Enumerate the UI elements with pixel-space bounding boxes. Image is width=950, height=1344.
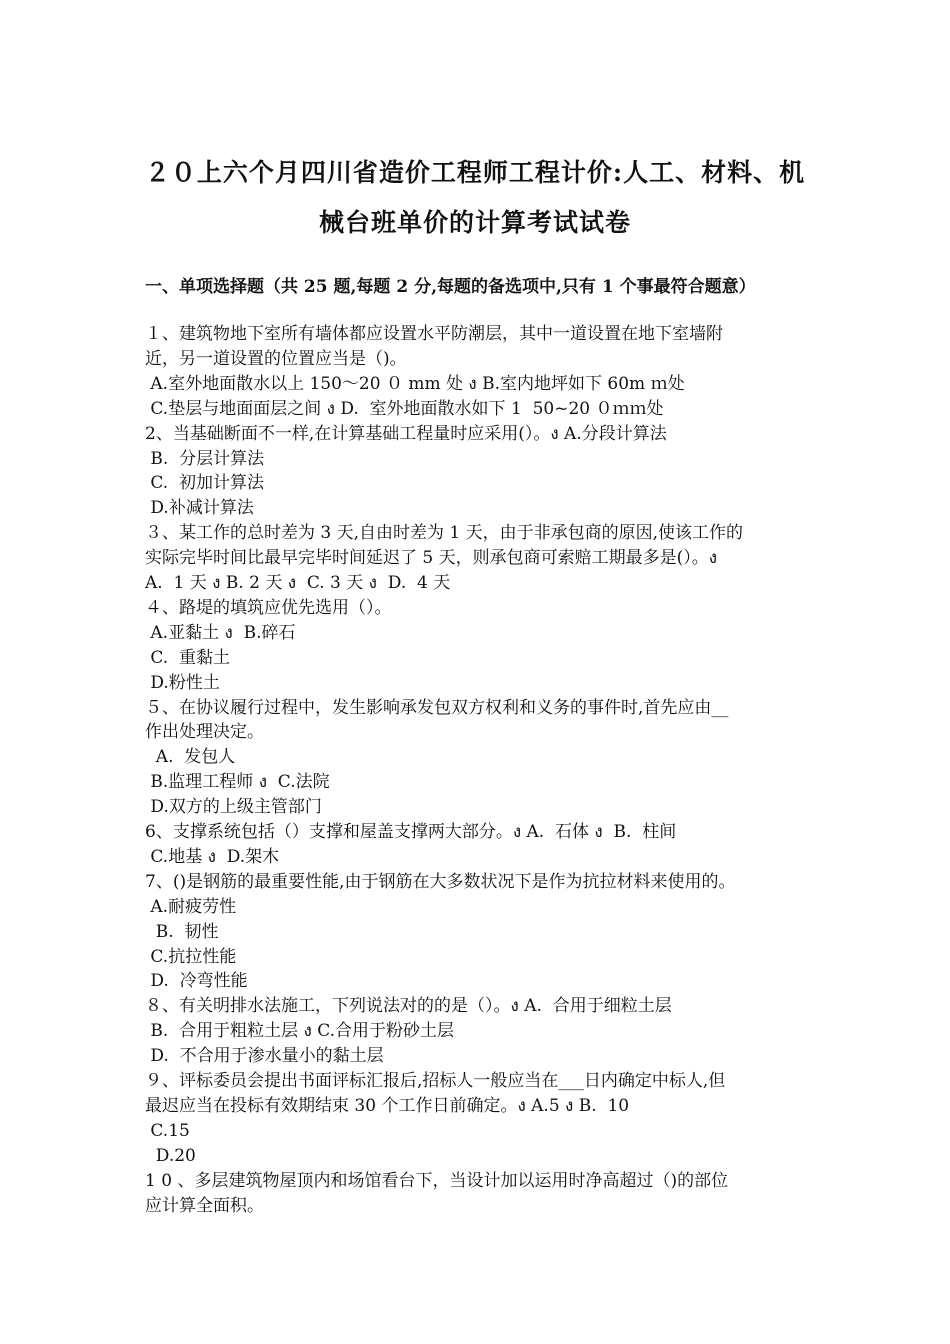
text-line: D.20 (145, 1145, 196, 1166)
text-line: A.亚黏土 ง B.碎石 (145, 622, 296, 643)
text-line: ９、评标委员会提出书面评标汇报后,招标人一般应当在___日内确定中标人,但 (145, 1071, 726, 1091)
document-title-line-2: 械台班单价的计算考试试卷 (318, 208, 631, 237)
text-line: ８、有关明排水法施工，下列说法对的的是（）。ง A. 合用于细粒土层 (145, 996, 672, 1017)
text-line: B. 分层计算法 (145, 448, 265, 469)
text-line: C.垫层与地面面层之间 ง D. 室外地面散水如下 1 50~20 ０ｍｍ处 (145, 398, 664, 419)
text-line: B. 韧性 (145, 921, 219, 942)
text-line: D.补减计算法 (145, 498, 254, 519)
text-line: １、建筑物地下室所有墙体都应设置水平防潮层，其中一道设置在地下室墙附 (145, 324, 723, 344)
text-line: 6、支撑系统包括（）支撑和屋盖支撑两大部分。ง A. 石体 ง B. 柱间 (145, 822, 677, 842)
text-line: A. 发包人 (145, 747, 236, 768)
text-line: D.双方的上级主管部门 (145, 797, 322, 818)
text-line: A.室外地面散水以上 150～20 ０ mm 处 ง B.室内地坪如下 60m ｍ处 (145, 373, 685, 394)
text-line: 2、当基础断面不一样,在计算基础工程量时应采用(）。ง A.分段计算法 (145, 423, 667, 444)
text-line: 应计算全面积。 (145, 1195, 264, 1216)
text-line: C.地基 ง D.架木 (145, 846, 280, 867)
text-line: D. 冷弯性能 (145, 971, 248, 992)
document-title-line-1: ２０上六个月四川省造价工程师工程计价:人工、材料、机 (144, 158, 806, 187)
text-line: 1 0 、多层建筑物屋顶内和场馆看台下，当设计加以运用时净高超过（)的部位 (145, 1170, 729, 1191)
text-line: 最迟应当在投标有效期结束 30 个工作日前确定。ง A.5 ง B. 10 (145, 1095, 630, 1116)
text-line: 7、()是钢筋的最重要性能,由于钢筋在大多数状况下是作为抗拉材料来使用的。 (145, 871, 736, 892)
text-line: A. 1 天 ง B. 2 天 ง C. 3 天 ง D. 4 天 (145, 573, 451, 593)
text-line: C.15 (145, 1120, 190, 1141)
text-line: 作出处理决定。 (145, 722, 264, 743)
text-line: D. 不合用于渗水量小的黏土层 (145, 1046, 384, 1067)
text-line: 实际完毕时间比最早完毕时间延迟了 5 天，则承包商可索赔工期最多是(）。ง (145, 548, 718, 569)
text-line: B.监理工程师 ง C.法院 (145, 772, 330, 793)
text-line: ５、在协议履行过程中，发生影响承发包双方权利和义务的事件时,首先应由__ (145, 697, 729, 718)
text-line: C. 初加计算法 (145, 473, 265, 494)
text-line: D.粉性土 (145, 672, 220, 693)
text-line: 近，另一道设置的位置应当是（)。 (145, 348, 407, 369)
text-line: C.抗拉性能 (145, 946, 237, 967)
text-line: A.耐疲劳性 (145, 896, 237, 917)
section-heading: 一、单项选择题（共 25 题,每题 2 分,每题的备选项中,只有 1 个事最符合题意） (145, 277, 756, 297)
text-line: ３、某工作的总时差为 3 天,自由时差为 1 天，由于非承包商的原因,使该工作的 (145, 523, 744, 544)
text-line: B. 合用于粗粒土层 ง C.合用于粉砂土层 (145, 1021, 455, 1042)
text-line: ４、路堤的填筑应优先选用（）。 (145, 597, 392, 618)
text-line: C. 重黏土 (145, 647, 231, 668)
